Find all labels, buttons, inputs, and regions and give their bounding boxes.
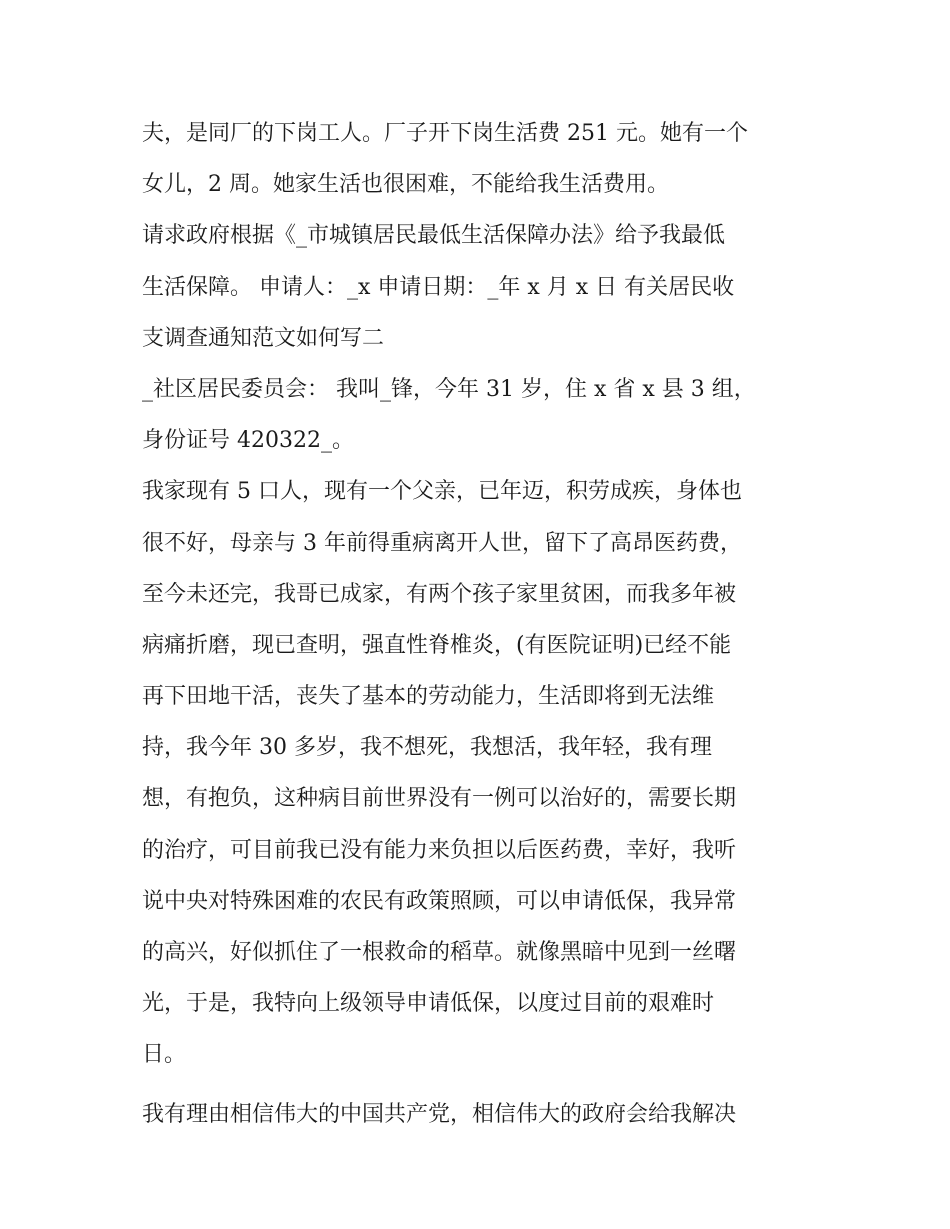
- text-line: 夫，是同厂的下岗工人。厂子开下岗生活费 251 元。她有一个: [142, 121, 748, 146]
- text-line: 说中央对特殊困难的农民有政策照顾，可以申请低保，我异常: [142, 888, 737, 914]
- text-line: 我有理由相信伟大的中国共产党，相信伟大的政府会给我解决: [142, 1101, 737, 1127]
- text-line: 我家现有 5 口人，现有一个父亲，已年迈，积劳成疾，身体也: [142, 479, 742, 505]
- text-line: 光，于是，我特向上级领导申请低保，以度过目前的艰难时: [142, 991, 715, 1017]
- text-line: 至今未还完，我哥已成家，有两个孩子家里贫困，而我多年被: [142, 581, 737, 607]
- paragraph-gap: [142, 1081, 822, 1089]
- text-line: 的高兴，好似抓住了一根救命的稻草。就像黑暗中见到一丝曙: [142, 940, 737, 965]
- text-line: 请求政府根据《_市城镇居民最低生活保障办法》给予我最低: [142, 223, 726, 249]
- text-line: 的治疗，可目前我已没有能力来负担以后医药费，幸好，我听: [142, 837, 737, 863]
- text-line: 很不好，母亲与 3 年前得重病离开人世，留下了高昂医药费，: [142, 530, 742, 556]
- text-line: _社区居民委员会： 我叫_锋，今年 31 岁，住 x 省 x 县 3 组，: [142, 376, 756, 402]
- text-line: 女儿，2 周。她家生活也很困难，不能给我生活费用。: [142, 172, 669, 198]
- document-body: [142, 108, 822, 1140]
- text-line: 持，我今年 30 多岁，我不想死，我想活，我年轻，我有理: [142, 735, 712, 761]
- text-line: 生活保障。 申请人：_x 申请日期：_年 x 月 x 日 有关居民收: [142, 274, 735, 300]
- text-line: 身份证号 420322_。: [142, 428, 354, 454]
- text-line: 日。: [142, 1042, 187, 1068]
- text-line: 支调查通知范文如何写二: [142, 325, 385, 351]
- text-line: 想，有抱负，这种病目前世界没有一例可以治好的，需要长期: [142, 786, 737, 812]
- text-line: 再下田地干活，丧失了基本的劳动能力，生活即将到无法维: [142, 684, 715, 710]
- text-line: 病痛折磨，现已查明，强直性脊椎炎，(有医院证明)已经不能: [142, 632, 732, 658]
